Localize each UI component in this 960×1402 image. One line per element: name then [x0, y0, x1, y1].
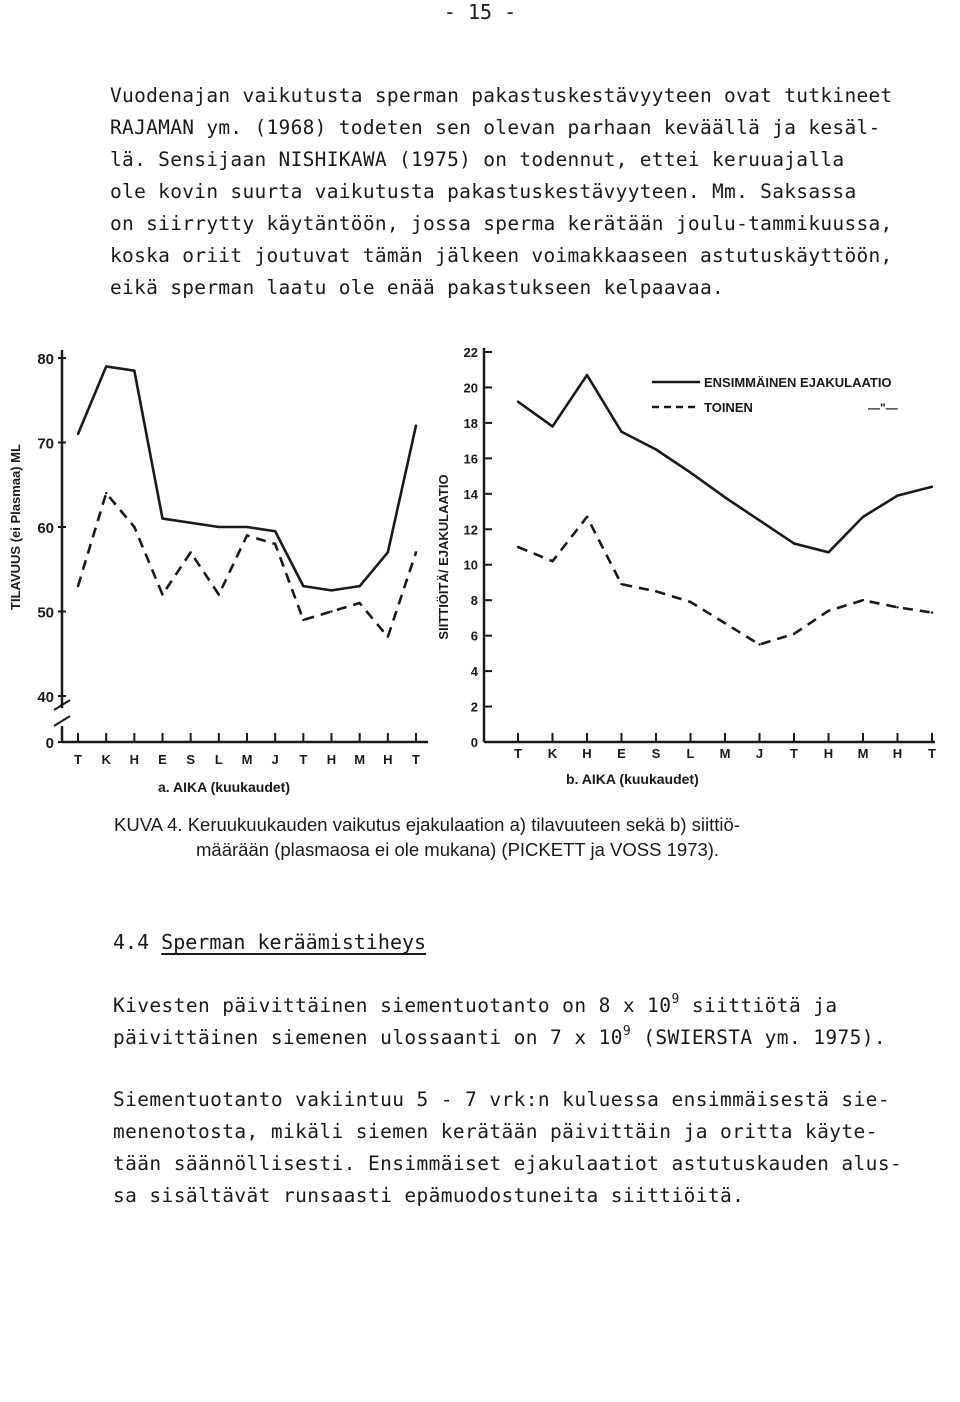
chart-b-point — [689, 601, 691, 603]
chart-a-point — [274, 530, 276, 532]
text-run: siittiötä ja — [679, 994, 838, 1017]
figure-charts — [0, 340, 960, 800]
chart-b-point — [827, 551, 829, 553]
chart-a-x-tick-label: J — [271, 752, 279, 767]
intro-line: eikä sperman laatu ole enää pakastukseen kelpaavaa. — [110, 276, 725, 299]
chart-a-point — [415, 424, 417, 426]
chart-b-point — [862, 599, 864, 601]
chart-a-point — [330, 589, 332, 591]
chart-a-point — [387, 551, 389, 553]
chart-a-axis-break — [54, 700, 70, 726]
chart-a-x-tick-label: E — [158, 752, 167, 767]
chart-b-y-tick-label: 8 — [470, 593, 478, 609]
caption-line: KUVA 4. Keruukuukauden vaikutus ejakulaation a) tilavuuteen sekä b) siittiö- — [114, 814, 740, 835]
chart-a-point — [330, 610, 332, 612]
chart-b-point — [517, 546, 519, 548]
chart-b-point — [517, 400, 519, 402]
chart-b-x-tick-label: H — [582, 746, 592, 761]
chart-a-y-tick-label: 70 — [37, 435, 54, 453]
chart-b-x-tick-label: T — [790, 746, 798, 761]
body-text — [113, 990, 943, 1242]
text-run: (SWIERSTA ym. 1975). — [631, 1026, 887, 1049]
paragraph-line: sa sisältävät runsaasti epämuodostuneita siittiöitä. — [113, 1184, 745, 1207]
chart-a-series-dashed — [78, 493, 416, 637]
chart-b-series-dashed — [518, 517, 932, 645]
chart-a-point — [105, 365, 107, 367]
chart-b-x-tick-label: M — [719, 746, 731, 761]
text-run: Kivesten päivittäinen siementuotanto on 8 x 10 — [113, 994, 672, 1017]
chart-b-point — [689, 471, 691, 473]
chart-a-x-tick-label: T — [74, 752, 82, 767]
chart-b-x-tick-label: M — [857, 746, 869, 761]
chart-b-sperm-count — [436, 345, 936, 787]
chart-a-x-tick-label: H — [383, 752, 393, 767]
paragraph-1 — [113, 990, 943, 1054]
chart-a-x-tick-label: T — [412, 752, 420, 767]
intro-line: RAJAMAN ym. (1968) todeten sen olevan parhaan keväällä ja kesäl- — [110, 116, 881, 139]
chart-a-point — [77, 433, 79, 435]
caption-line: määrään (plasmaosa ei ole mukana) (PICKETT ja VOSS 1973). — [196, 839, 720, 860]
chart-b-y-tick-label: 22 — [463, 345, 478, 360]
chart-b-point — [827, 610, 829, 612]
chart-a-point — [246, 534, 248, 536]
chart-a-point — [415, 551, 417, 553]
section-heading — [113, 930, 426, 954]
chart-b-y-tick-label: 2 — [470, 699, 478, 715]
chart-b-y-tick-label: 20 — [463, 380, 478, 396]
chart-b-point — [758, 519, 760, 521]
chart-b-x-tick-label: L — [686, 746, 695, 761]
text-run: päivittäinen siemenen ulossaanti on 7 x 10 — [113, 1026, 623, 1049]
chart-a-point — [161, 593, 163, 595]
chart-a-point — [77, 585, 79, 587]
section-title: Sperman keräämistiheys — [161, 930, 427, 954]
intro-line: on siirrytty käytäntöön, jossa sperma kerätään joulu-tammikuussa, — [110, 212, 893, 235]
chart-b-point — [620, 431, 622, 433]
chart-b-y-tick-label: 10 — [463, 557, 478, 573]
chart-a-point — [161, 517, 163, 519]
chart-b-point — [724, 496, 726, 498]
chart-a-point — [218, 593, 220, 595]
chart-a-x-tick-label: S — [186, 752, 196, 767]
chart-a-x-tick-label: L — [214, 752, 223, 767]
chart-a-point — [189, 522, 191, 524]
legend-entry-first: ENSIMMÄINEN EJAKULAATIO — [704, 375, 892, 390]
chart-b-y-tick-label: 6 — [470, 628, 478, 644]
legend-entry-second: TOINEN — [704, 400, 753, 415]
chart-a-point — [246, 526, 248, 528]
chart-b-point — [655, 590, 657, 592]
chart-b-point — [931, 486, 933, 488]
chart-a-point — [358, 602, 360, 604]
chart-a-y-tick-label: 40 — [37, 689, 54, 706]
chart-a-point — [218, 526, 220, 528]
chart-b-x-tick-label: H — [823, 746, 834, 761]
chart-a-y-tick-label: 80 — [37, 351, 54, 368]
section-number: 4.4 — [113, 930, 150, 954]
chart-b-point — [586, 374, 588, 376]
paragraph-line: menenotosta, mikäli siemen kerätään päivittäin ja oritta käyte- — [113, 1120, 878, 1143]
exponent: 9 — [671, 992, 680, 1007]
chart-b-point — [793, 633, 795, 635]
chart-b-point — [551, 560, 553, 562]
chart-b-point — [655, 448, 657, 450]
chart-b-point — [724, 622, 726, 624]
chart-b-x-tick-label: H — [892, 746, 903, 761]
legend-ditto-mark: —"— — [868, 401, 898, 415]
chart-b-legend — [652, 375, 898, 415]
chart-a-point — [302, 619, 304, 621]
chart-b-x-tick-label: K — [547, 746, 558, 761]
chart-a-y-tick-label: 60 — [37, 520, 54, 537]
chart-a-x-tick-label: H — [326, 752, 337, 767]
chart-a-point — [189, 551, 191, 553]
chart-b-point — [862, 516, 864, 518]
chart-a-x-tick-label: M — [354, 752, 366, 767]
chart-a-point — [274, 543, 276, 545]
paragraph-line — [113, 990, 943, 1022]
chart-a-x-caption: a. AIKA (kuukaudet) — [158, 779, 290, 795]
chart-b-y-label: SIITTIÖITÄ/ EJAKULAATIO — [436, 474, 451, 640]
chart-a-y-tick-label: 50 — [37, 604, 54, 622]
chart-a-point — [105, 492, 107, 494]
chart-a-point — [133, 369, 135, 371]
chart-b-point — [793, 542, 795, 544]
chart-b-point — [896, 606, 898, 608]
chart-b-point — [896, 494, 898, 496]
chart-b-x-tick-label: T — [928, 746, 936, 761]
chart-b-point — [586, 516, 588, 518]
chart-b-x-tick-label: S — [651, 746, 661, 761]
chart-a-y-label: TILAVUUS (ei Plasmaa) ML — [8, 444, 23, 610]
chart-b-point — [551, 425, 553, 427]
chart-b-y-tick-label: 14 — [463, 486, 478, 502]
chart-b-x-tick-label: T — [514, 746, 522, 761]
chart-b-y-tick-label: 18 — [463, 415, 478, 431]
chart-a-x-tick-label: H — [129, 752, 140, 767]
paragraph-2 — [113, 1084, 943, 1212]
exponent: 9 — [622, 1024, 632, 1039]
intro-paragraph — [110, 80, 950, 304]
chart-b-y-tick-label: 0 — [470, 735, 478, 750]
intro-line: ole kovin suurta vaikutusta pakastuskestävyyteen. Mm. Saksassa — [110, 180, 857, 203]
page-number: - 15 - — [443, 0, 517, 24]
chart-b-x-tick-label: J — [755, 746, 764, 761]
paragraph-line — [113, 1022, 943, 1054]
chart-b-x-tick-label: E — [617, 746, 626, 761]
chart-a-point — [358, 585, 360, 587]
chart-b-point — [620, 583, 622, 585]
chart-a-x-tick-label: K — [101, 752, 111, 767]
chart-a-x-tick-label: T — [299, 752, 308, 767]
chart-b-point — [931, 611, 933, 613]
intro-line: koska oriit joutuvat tämän jälkeen voimakkaaseen astutuskäyttöön, — [110, 244, 893, 267]
chart-a-x-tick-label: M — [241, 752, 253, 767]
chart-b-x-caption: b. AIKA (kuukaudet) — [566, 771, 699, 787]
chart-b-y-tick-label: 4 — [470, 664, 478, 680]
chart-a-y-tick-label: 0 — [45, 735, 54, 752]
chart-a-point — [387, 636, 389, 638]
paragraph-line: Siementuotanto vakiintuu 5 - 7 vrk:n kuluessa ensimmäisestä sie- — [113, 1088, 890, 1111]
chart-a-series-solid — [78, 366, 416, 590]
paragraph-line: tään säännöllisesti. Ensimmäiset ejakulaatiot astutuskauden alus- — [113, 1152, 903, 1175]
chart-a-volume — [8, 350, 428, 795]
intro-line: Vuodenajan vaikutusta sperman pakastuskestävyyteen ovat tutkineet — [110, 84, 893, 107]
chart-b-y-tick-label: 12 — [463, 522, 478, 538]
intro-line: lä. Sensijaan NISHIKAWA (1975) on todennut, ettei keruuajalla — [110, 148, 845, 171]
figure-caption — [114, 812, 944, 862]
chart-b-point — [758, 643, 760, 645]
chart-b-y-tick-label: 16 — [463, 451, 478, 467]
chart-a-point — [133, 526, 135, 528]
chart-a-point — [302, 585, 304, 587]
